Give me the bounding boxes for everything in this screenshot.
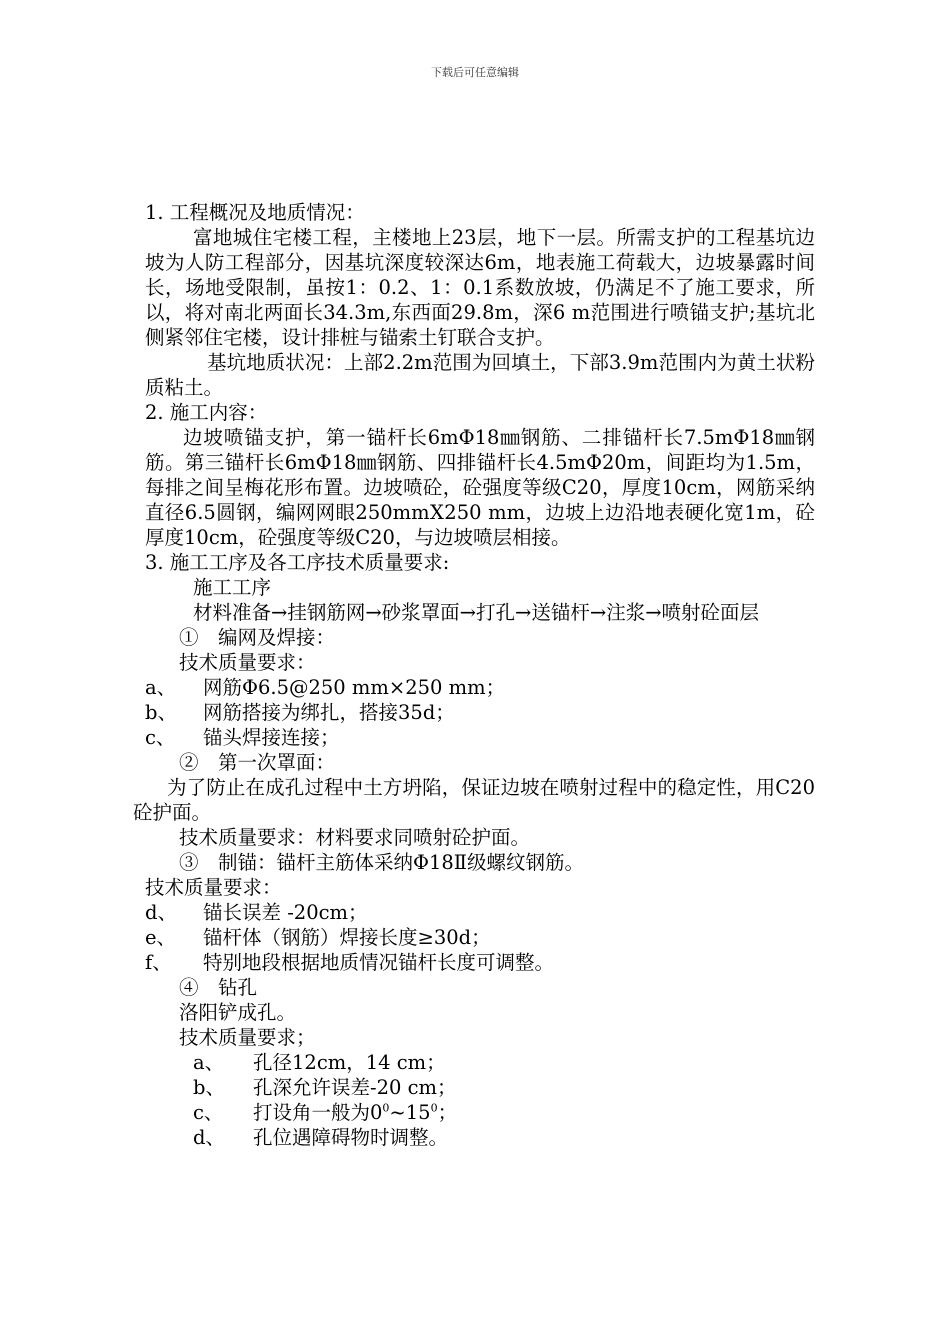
list-item [145,1075,815,1100]
step-1-requirement-label: 技术质量要求： [179,651,316,674]
list-item-text: 特别地段根据地质情况锚杆长度可调整。 [203,951,555,974]
step-4-paragraph: 洛阳铲成孔。 [179,1001,297,1024]
list-item [145,925,815,950]
step-4-requirement-label: 技术质量要求； [179,1026,316,1049]
list-item-text: 网筋Φ6.5@250 mm×250 mm； [203,676,506,699]
step-3-requirement-label: 技术质量要求： [145,876,282,899]
list-item-text: 网筋搭接为绑扎，搭接35d； [203,701,455,724]
list-item-marker: a、 [145,676,177,699]
list-item-marker: c、 [193,1101,224,1124]
section-3-title: 3. 施工工序及各工序技术质量要求: [145,551,450,574]
list-item-text: 打设角一般为$0^0\sim 15^0$； [253,1101,458,1124]
list-item [145,675,815,700]
list-item-marker: e、 [145,926,177,949]
list-item-text: 锚杆体（钢筋）焊接长度≥30d； [203,926,491,949]
list-item [145,700,815,725]
section-2-paragraph: 边坡喷锚支护，第一锚杆长6mΦ18㎜钢筋、二排锚杆长7.5mΦ18㎜钢筋。第三锚杆长6mΦ18㎜钢筋、四排锚杆长4.5mΦ20m，间距均为1.5m，每排之间呈梅花形布置。边坡喷砼，砼强度等级C20，厚度10cm，网筋采纳直径6.5圆钢，编网网眼250mmⅩ250 mm，边坡上边沿地表硬化宽1m，砼厚度10cm，砼强度等级C20，与边坡喷层相接。 [145,426,815,549]
section-1-paragraph-1: 富地城住宅楼工程，主楼地上23层，地下一层。所需支护的工程基坑边坡为人防工程部分，因基坑深度较深达6m，地表施工荷载大，边坡暴露时间长，场地受限制，虽按1：0.2、1：0.1系数放坡，仍满足不了施工要求，所以，将对南北两面长34.3m,东西面29.8m，深6 m范围进行喷锚支护;基坑北侧紧邻住宅楼，设计排桩与锚索土钉联合支护。 [145,226,815,349]
list-item-marker: f、 [145,951,172,974]
list-item-text: 孔位遇障碍物时调整。 [253,1126,449,1149]
list-item [145,1125,815,1150]
list-item-marker: b、 [145,701,177,724]
list-item [145,1050,815,1075]
step-1-title: ① 编网及焊接： [179,626,336,649]
list-item-text: 孔径12cm，14 cm； [253,1051,446,1074]
list-item [145,1100,815,1125]
step-4-title: ④ 钻孔 [179,976,258,999]
list-item-text: 锚头焊接连接； [203,726,340,749]
list-item-marker: b、 [193,1076,225,1099]
step-3-title: ③ 制锚：锚杆主筋体采纳Φ18Ⅱ级螺纹钢筋。 [179,851,585,874]
list-item-marker: a、 [193,1051,225,1074]
process-flow: 材料准备→挂钢筋网→砂浆罩面→打孔→送锚杆→注浆→喷射砼面层 [193,601,760,624]
list-item [145,900,815,925]
process-label: 施工工序 [193,576,272,599]
list-item-marker: c、 [145,726,176,749]
list-item-text: 孔深允许误差-20 cm； [253,1076,457,1099]
list-item [145,950,815,975]
section-2-title: 2. 施工内容： [145,401,268,424]
list-item-marker: d、 [193,1126,225,1149]
step-2-requirement: 技术质量要求：材料要求同喷射砼护面。 [179,826,531,849]
step-2-paragraph: 为了防止在成孔过程中土方坍陷，保证边坡在喷射过程中的稳定性，用C20砼护面。 [133,776,815,824]
list-item [145,725,815,750]
list-item-text: 锚长误差 -20cm； [203,901,368,924]
section-1-title: 1. 工程概况及地质情况： [145,201,365,224]
list-item-marker: d、 [145,901,177,924]
page-header: 下载后可任意编辑 [431,66,519,79]
step-2-title: ② 第一次罩面： [179,751,336,774]
section-1-paragraph-2: 基坑地质状况：上部2.2m范围为回填土，下部3.9m范围内为黄土状粉质粘土。 [145,351,815,399]
document-body [133,200,815,1150]
